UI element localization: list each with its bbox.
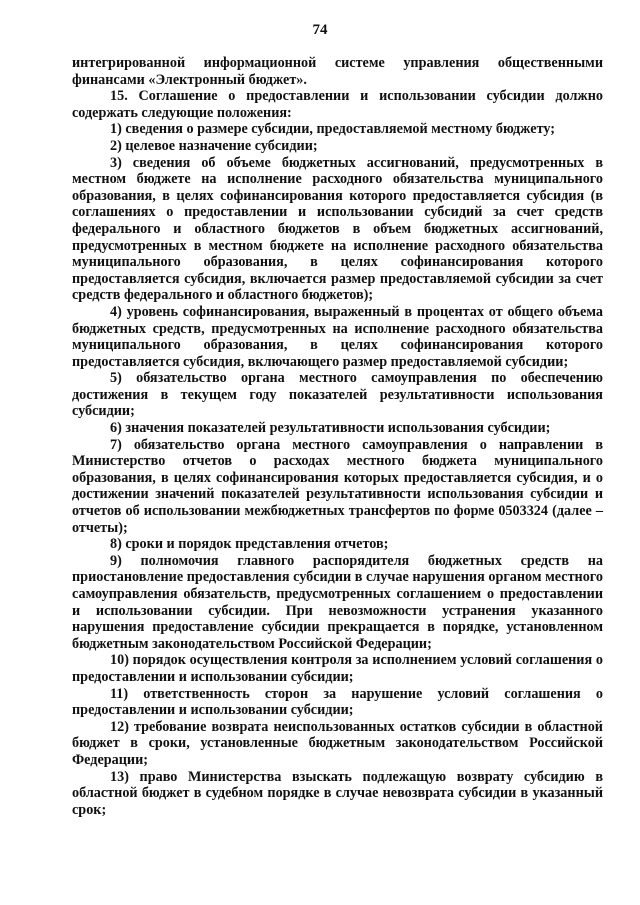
- paragraph: 6) значения показателей результативности использования субсидии;: [110, 420, 551, 437]
- paragraph: 13) право Министерства взыскать подлежащую возврату субсидию в областной бюджет в судебном порядке в случае невозврата субсидии в указанный срок;: [72, 768, 603, 818]
- document-body: [72, 55, 603, 818]
- paragraph: 11) ответственность сторон за нарушение условий соглашения о предоставлении и использовании субсидии;: [72, 685, 603, 719]
- paragraph: 12) требование возврата неиспользованных остатков субсидии в областной бюджет в сроки, установленные бюджетным законодательством Российской Федерации;: [72, 718, 603, 768]
- paragraph: 3) сведения об объеме бюджетных ассигнований, предусмотренных в местном бюджете на исполнение расходного обязательства муниципального образования, в целях софинансирования которого предоставляется субсидия (в соглашениях о предоставлении и использовании субсидий за счет средств федерального и областного бюджетов в объем бюджетных ассигнований, предусмотренных в местном бюджете на исполнение расходного обязательства муниципального образования, в целях софинансирования которого предоставляется субсидия, включается размер предоставляемой субсидии за счет средств федерального и областного бюджетов);: [72, 154, 603, 304]
- paragraph: 4) уровень софинансирования, выраженный в процентах от общего объема бюджетных средств, предусмотренных на исполнение расходного обязательства муниципального образования, в целях софинансирования которого предоставляется субсидия, включающего размер предоставляемой субсидии;: [72, 303, 603, 370]
- paragraph: 1) сведения о размере субсидии, предоставляемой местному бюджету;: [110, 121, 555, 138]
- paragraph: 15. Соглашение о предоставлении и использовании субсидии должно содержать следующие положения:: [72, 88, 603, 121]
- page-number: 74: [312, 22, 328, 38]
- paragraph: 2) целевое назначение субсидии;: [110, 137, 318, 154]
- paragraph: 9) полномочия главного распорядителя бюджетных средств на приостановление предоставления субсидии в случае нарушения органом местного самоуправления обязательств, предусмотренных соглашением о предоставлении и использовании субсидии. При невозможности устранения указанного нарушения предоставление субсидии прекращается в порядке, установленном бюджетным законодательством Российской Федерации;: [72, 552, 603, 652]
- paragraph: 5) обязательство органа местного самоуправления по обеспечению достижения в текущем году показателей результативности использования субсидии;: [72, 370, 603, 420]
- paragraph: 7) обязательство органа местного самоуправления о направлении в Министерство отчетов о расходах местного бюджета муниципального образования, в целях софинансирования которых предоставляется субсидия, и о достижении значений показателей результативности использования субсидии и отчетов об использовании межбюджетных трансфертов по форме 0503324 (далее – отчеты);: [72, 436, 603, 536]
- paragraph: 8) сроки и порядок представления отчетов;: [110, 536, 389, 553]
- paragraph: интегрированной информационной системе управления общественными финансами «Электронный бюджет».: [72, 55, 603, 88]
- paragraph: 10) порядок осуществления контроля за исполнением условий соглашения о предоставлении и использовании субсидии;: [72, 652, 603, 685]
